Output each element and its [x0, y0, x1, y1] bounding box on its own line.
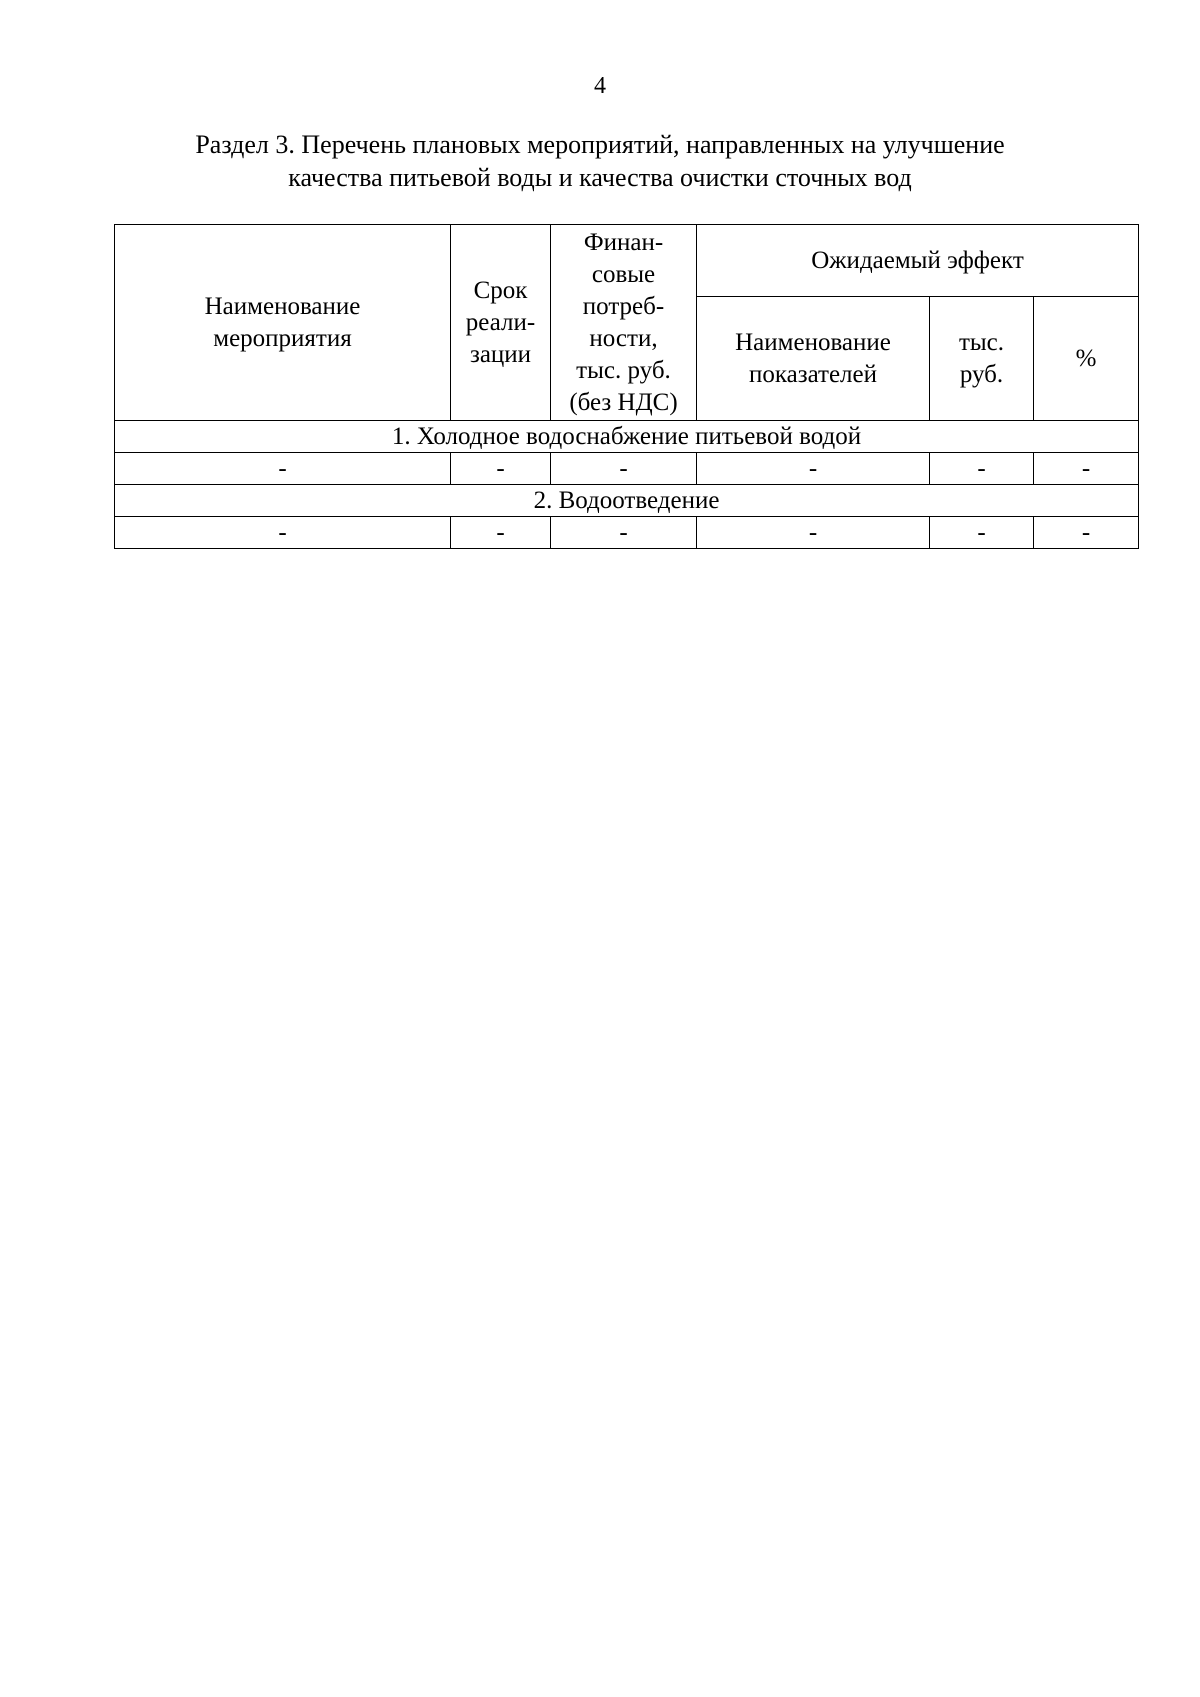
header-measure-name: Наименование мероприятия [115, 225, 451, 421]
section-title [100, 128, 1100, 194]
cell-thousand-rub: - [930, 453, 1034, 485]
section-row-water-supply [115, 421, 1139, 453]
section-title-wastewater: 2. Водоотведение [115, 485, 1139, 517]
measures-table [114, 224, 1139, 549]
cell-thousand-rub: - [930, 517, 1034, 549]
header-term: Срок реали- зации [451, 225, 551, 421]
header-expected-effect: Ожидаемый эффект [697, 225, 1139, 297]
section-title-line-1: Раздел 3. Перечень плановых мероприятий, направленных на улучшение [195, 130, 1005, 159]
table-row [115, 517, 1139, 549]
cell-indicator-names: - [697, 453, 930, 485]
table-row [115, 453, 1139, 485]
header-financial-needs: Финан- совые потреб- ности, тыс. руб. (без НДС) [551, 225, 697, 421]
cell-term: - [451, 517, 551, 549]
cell-measure-name: - [115, 453, 451, 485]
header-percent: % [1034, 297, 1139, 421]
header-thousand-rub: тыс. руб. [930, 297, 1034, 421]
page-number: 4 [594, 73, 606, 99]
section-title-water-supply: 1. Холодное водоснабжение питьевой водой [115, 421, 1139, 453]
cell-term: - [451, 453, 551, 485]
cell-measure-name: - [115, 517, 451, 549]
table-header-row [115, 225, 1139, 297]
cell-financial-needs: - [551, 517, 697, 549]
cell-percent: - [1034, 453, 1139, 485]
section-row-wastewater [115, 485, 1139, 517]
cell-financial-needs: - [551, 453, 697, 485]
header-indicator-names: Наименование показателей [697, 297, 930, 421]
cell-percent: - [1034, 517, 1139, 549]
cell-indicator-names: - [697, 517, 930, 549]
section-title-line-2: качества питьевой воды и качества очистки сточных вод [288, 163, 912, 192]
